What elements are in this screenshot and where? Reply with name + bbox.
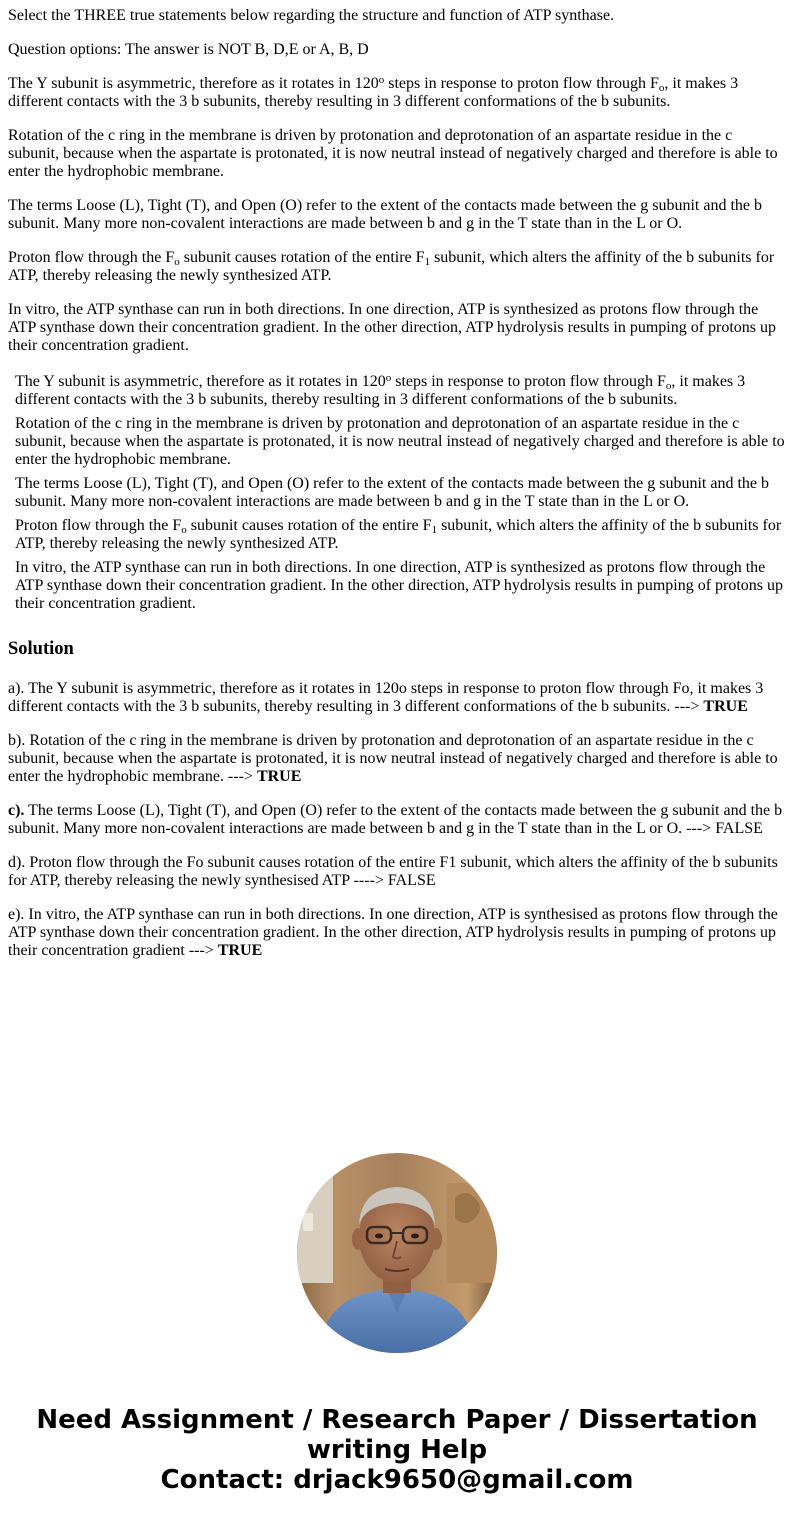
option-item-4: Proton flow through the $F_o$ subunit causes rotation of the entire $F_1$ subunit, which alters the affinity of the b subunits for ATP, thereby releasing the newly synthesized ATP. [15, 517, 782, 552]
option-item-1: The Y subunit is asymmetric, therefore as it rotates in 120$^o$ steps in response to proton flow through $F_o$, it makes 3 different contacts with the 3 b subunits, thereby resulting in 3 different conformations of the b subunits. [15, 372, 746, 408]
solution-item-b: b). Rotation of the c ring in the membrane is driven by protonation and deprotonation of an aspartate residue in the c subunit, because when the aspartate is protonated, it is now neutral instead of negatively charged and therefore is able to enter the hydrophobic membrane. ---> TRUE [8, 732, 778, 785]
solution-item-d: d). Proton flow through the Fo subunit causes rotation of the entire F1 subunit, which alters the affinity of the b subunits for ATP, thereby releasing the newly synthesised ATP ----> FALSE [8, 854, 778, 889]
question-options-note: Question options: The answer is NOT B, D,E or A, B, D [8, 41, 369, 58]
option-list [15, 373, 786, 613]
footer-line-2: writing Help [306, 1435, 488, 1465]
footer-contact: Contact: drjack9650@gmail.com [160, 1465, 634, 1495]
option-item-5: In vitro, the ATP synthase can run in both directions. In one direction, ATP is synthesized as protons flow through the ATP synthase down their concentration gradient. In the other direction, ATP hydrolysis results in pumping of protons up their concentration gradient. [15, 559, 784, 612]
statement-3: The terms Loose (L), Tight (T), and Open (O) refer to the extent of the contacts made between the g subunit and the b subunit. Many more non-covalent interactions are made between b and g in the T state than in the L or O. [8, 197, 762, 232]
question-prompt: Select the THREE true statements below regarding the structure and function of ATP synthase. [8, 7, 615, 24]
solution-item-e: e). In vitro, the ATP synthase can run in both directions. In one direction, ATP is synthesised as protons flow through the ATP synthase down their concentration gradient. In the other direction, ATP hydrolysis results in pumping of protons up their concentration gradient ---> TRUE [8, 906, 778, 959]
footer-line-1: Need Assignment / Research Paper / Dissertation [36, 1405, 758, 1435]
solution-item-c: c). The terms Loose (L), Tight (T), and Open (O) refer to the extent of the contacts made between the g subunit and the b subunit. Many more non-covalent interactions are made between b and g in the T state than in the L or O. ---> FALSE [8, 802, 783, 837]
statement-1: The Y subunit is asymmetric, therefore as it rotates in 120$^o$ steps in response to proton flow through $F_o$, it makes 3 different contacts with the 3 b subunits, thereby resulting in 3 different conformations of the b subunits. [8, 74, 739, 110]
solution-item-a: a). The Y subunit is asymmetric, therefore as it rotates in 120o steps in response to proton flow through Fo, it makes 3 different contacts with the 3 b subunits, thereby resulting in 3 different conformations of the b subunits. ---> TRUE [8, 680, 764, 715]
solution-heading: Solution [8, 639, 74, 659]
statement-2: Rotation of the c ring in the membrane is driven by protonation and deprotonation of an aspartate residue in the c subunit, because when the aspartate is protonated, it is now neutral instead of negatively charged and therefore is able to enter the hydrophobic membrane. [8, 127, 778, 180]
option-item-3: The terms Loose (L), Tight (T), and Open (O) refer to the extent of the contacts made between the g subunit and the b subunit. Many more non-covalent interactions are made between b and g in the T state than in the L or O. [15, 475, 769, 510]
statement-4: Proton flow through the $F_o$ subunit causes rotation of the entire $F_1$ subunit, which alters the affinity of the b subunits for ATP, thereby releasing the newly synthesized ATP. [8, 249, 775, 284]
author-avatar [297, 1153, 497, 1353]
footer-promo [0, 1405, 794, 1495]
option-item-2: Rotation of the c ring in the membrane is driven by protonation and deprotonation of an aspartate residue in the c subunit, because when the aspartate is protonated, it is now neutral instead of negatively charged and therefore is able to enter the hydrophobic membrane. [15, 415, 785, 468]
document-body [8, 0, 786, 976]
statement-5: In vitro, the ATP synthase can run in both directions. In one direction, ATP is synthesized as protons flow through the ATP synthase down their concentration gradient. In the other direction, ATP hydrolysis results in pumping of protons up their concentration gradient. [8, 301, 777, 354]
portrait-image [297, 1153, 497, 1353]
